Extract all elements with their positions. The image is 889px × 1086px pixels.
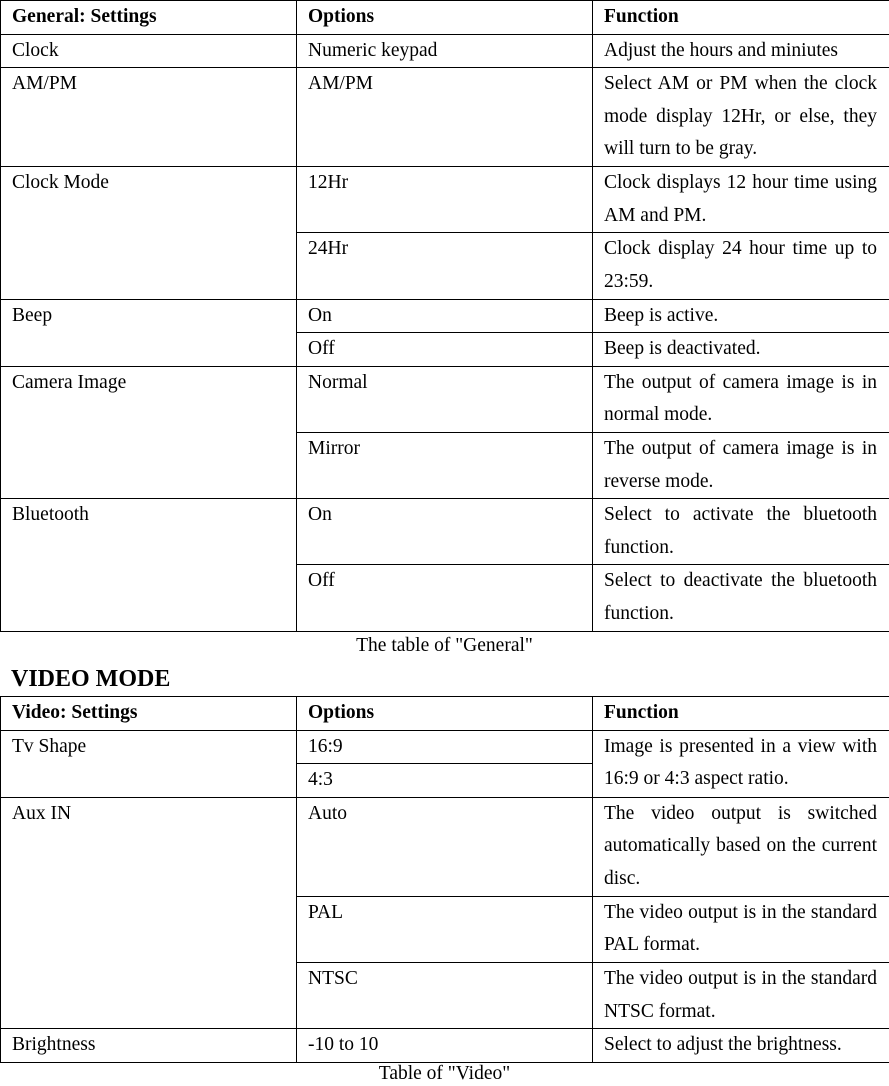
table-row (1, 299, 889, 333)
function-cell: The video output is switched automatically based on the current disc. (593, 797, 889, 896)
table-header-row (1, 1, 889, 35)
option-cell: 12Hr (297, 167, 593, 233)
function-cell: Select to activate the bluetooth function. (593, 499, 889, 565)
option-cell: AM/PM (297, 68, 593, 167)
option-cell: Mirror (297, 432, 593, 498)
setting-cell: Tv Shape (1, 730, 297, 797)
table-row (1, 34, 889, 68)
table-header-row (1, 697, 889, 731)
table-row (1, 68, 889, 167)
option-cell: NTSC (297, 962, 593, 1028)
option-cell: 24Hr (297, 233, 593, 299)
header-settings: General: Settings (1, 1, 297, 35)
function-cell: Beep is deactivated. (593, 333, 889, 367)
general-table-caption: The table of "General" (0, 631, 889, 661)
header-settings: Video: Settings (1, 697, 297, 731)
setting-cell: Clock Mode (1, 167, 297, 299)
function-cell: The video output is in the standard NTSC format. (593, 962, 889, 1028)
function-cell: The output of camera image is in normal mode. (593, 366, 889, 432)
function-cell: Select AM or PM when the clock mode display 12Hr, or else, they will turn to be gray. (593, 68, 889, 167)
function-cell: Clock displays 12 hour time using AM and PM. (593, 167, 889, 233)
option-cell: 4:3 (297, 764, 593, 798)
setting-cell: AM/PM (1, 68, 297, 167)
function-cell: Select to deactivate the bluetooth function. (593, 565, 889, 631)
header-function: Function (593, 1, 889, 35)
video-mode-heading: VIDEO MODE (11, 662, 170, 696)
option-cell: PAL (297, 896, 593, 962)
function-cell: The video output is in the standard PAL format. (593, 896, 889, 962)
table-row (1, 499, 889, 565)
option-cell: Numeric keypad (297, 34, 593, 68)
table-row (1, 730, 889, 764)
table-row (1, 797, 889, 896)
setting-cell: Brightness (1, 1029, 297, 1063)
option-cell: 16:9 (297, 730, 593, 764)
setting-cell: Aux IN (1, 797, 297, 1028)
setting-cell: Clock (1, 34, 297, 68)
setting-cell: Beep (1, 299, 297, 366)
header-options: Options (297, 1, 593, 35)
option-cell: On (297, 499, 593, 565)
option-cell: Auto (297, 797, 593, 896)
function-cell: Select to adjust the brightness. (593, 1029, 889, 1063)
function-cell: Clock display 24 hour time up to 23:59. (593, 233, 889, 299)
table-row (1, 167, 889, 233)
setting-cell: Camera Image (1, 366, 297, 498)
function-cell: The output of camera image is in reverse mode. (593, 432, 889, 498)
video-settings-table (0, 696, 889, 1063)
option-cell: On (297, 299, 593, 333)
table-row (1, 366, 889, 432)
option-cell: -10 to 10 (297, 1029, 593, 1063)
option-cell: Normal (297, 366, 593, 432)
setting-cell: Bluetooth (1, 499, 297, 631)
function-cell: Image is presented in a view with 16:9 or 4:3 aspect ratio. (593, 730, 889, 797)
header-function: Function (593, 697, 889, 731)
function-cell: Adjust the hours and miniutes (593, 34, 889, 68)
header-options: Options (297, 697, 593, 731)
table-row (1, 1029, 889, 1063)
function-cell: Beep is active. (593, 299, 889, 333)
option-cell: Off (297, 565, 593, 631)
option-cell: Off (297, 333, 593, 367)
video-table-caption: Table of "Video" (0, 1062, 889, 1086)
